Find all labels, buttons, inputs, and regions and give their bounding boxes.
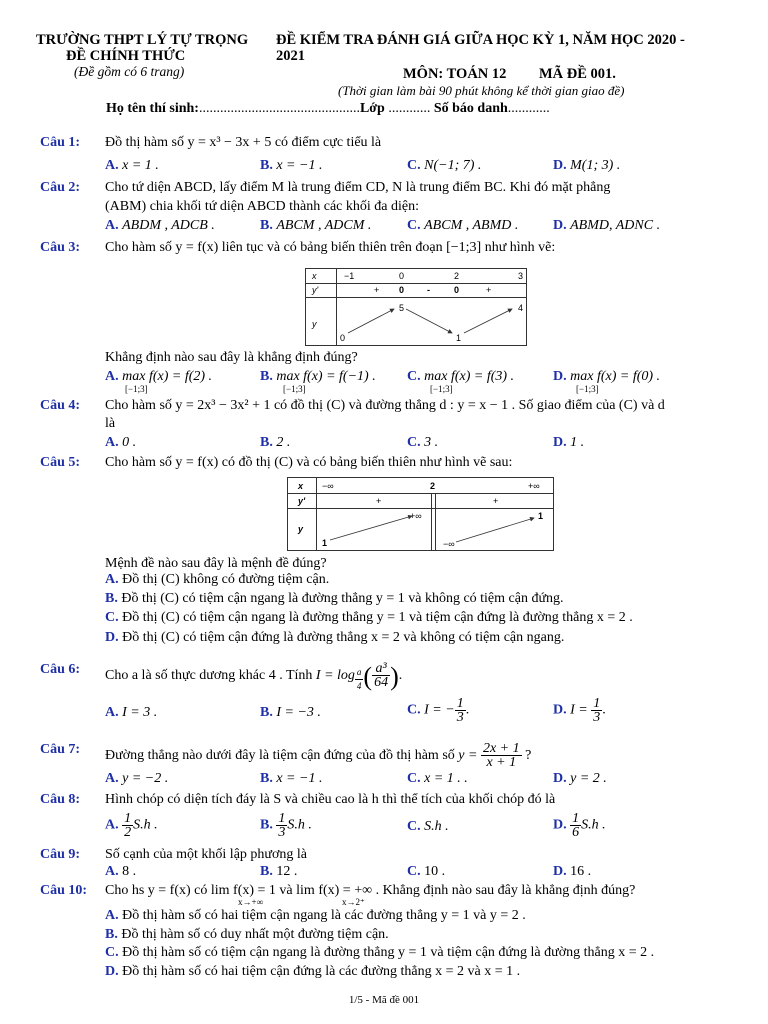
option-c[interactable] (407, 158, 481, 174)
option-letter: D. (553, 864, 567, 879)
question-text: Đồ thị hàm số y = x³ − 3x + 5 có điểm cực tiểu là (105, 135, 382, 150)
y-value: +∞ (410, 511, 422, 521)
y-value: 1 (538, 511, 544, 521)
x-label: x (298, 481, 304, 491)
option-letter: A. (105, 572, 119, 587)
option-letter: A. (105, 705, 119, 720)
x-value: −1 (344, 271, 355, 281)
option-b[interactable] (260, 812, 312, 839)
option-b[interactable] (260, 771, 322, 787)
option-text: S.h . (287, 817, 312, 833)
question-text: Cho hàm số y = 2x³ − 3x² + 1 có đồ thị (C) và đường thẳng d : y = x − 1 . Số giao điểm của (C) và d (105, 398, 665, 413)
question-label: Câu 8: (40, 792, 81, 807)
option-a[interactable] (105, 864, 136, 880)
time-note: (Thời gian làm bài 90 phút không kể thời gian giao đề) (338, 83, 625, 98)
option-d[interactable] (105, 630, 564, 646)
option-d[interactable] (553, 435, 584, 451)
option-text: S.h . (581, 817, 606, 833)
y-value: 1 (322, 538, 328, 548)
question-text-cont: Khẳng định nào sau đây là khẳng định đúng? (105, 350, 358, 365)
option-letter: A. (105, 864, 119, 879)
option-text: y = 2 . (570, 771, 607, 786)
option-letter: C. (407, 158, 421, 173)
option-letter: B. (260, 864, 273, 879)
option-text: 16 . (570, 864, 592, 879)
option-b[interactable] (260, 435, 290, 451)
class-label: Lớp (359, 101, 385, 116)
option-b[interactable] (260, 864, 297, 880)
sign: - (427, 285, 430, 295)
x-value: 2 (454, 271, 460, 281)
sign: + (486, 285, 492, 295)
question-text: Cho hàm số y = f(x) liên tục và có bảng biến thiên trên đoạn [−1;3] như hình vẽ: (105, 240, 556, 255)
page-count: (Đề gồm có 6 trang) (74, 64, 185, 79)
fraction: $\frac{1}{6}$ (572, 811, 580, 840)
max-subscript: [−1;3] (430, 384, 453, 394)
option-text: Đồ thị hàm số có hai tiệm cận đứng là các đường thẳng x = 2 và x = 1 . (122, 964, 521, 979)
option-text: 1 . (570, 435, 585, 450)
question-text-part: Cho a là số thực dương khác 4 . Tính (105, 668, 313, 683)
option-a[interactable] (105, 435, 136, 451)
option-letter: A. (105, 908, 119, 923)
option-letter: C. (407, 864, 421, 879)
option-letter: A. (105, 435, 119, 450)
subject: MÔN: TOÁN 12 (403, 66, 507, 82)
y-value: −∞ (443, 539, 455, 549)
y-value: 4 (518, 303, 524, 313)
option-d[interactable] (553, 812, 606, 839)
log-argument: $\frac{\text{a³}}{64}$ (374, 661, 389, 691)
option-letter: D. (105, 964, 119, 979)
option-a[interactable] (105, 218, 215, 234)
option-d[interactable] (553, 369, 660, 385)
question-label: Câu 10: (40, 883, 88, 898)
option-text: Đồ thị (C) có tiệm cận ngang là đường thẳng y = 1 và không có tiệm cận đứng. (121, 591, 564, 606)
exam-title-year: 2021 (276, 48, 305, 64)
question-text-cont: Mệnh đề nào sau đây là mệnh đề đúng? (105, 556, 327, 571)
option-text: ABCM , ADCM . (276, 218, 372, 233)
option-text: I = − (424, 702, 455, 718)
question-label: Câu 1: (40, 135, 81, 150)
option-text: M(1; 3) . (570, 158, 621, 173)
option-text: x = 1 . . (424, 771, 468, 786)
y-label: y (312, 319, 317, 329)
x-value: +∞ (528, 481, 540, 491)
sign: + (374, 285, 380, 295)
fraction: $\frac{1}{3}$ (593, 696, 601, 725)
option-letter: A. (105, 817, 119, 833)
log-expression: I = log (315, 668, 355, 683)
student-info-line (106, 101, 550, 117)
option-text: ABCM , ABMD . (424, 218, 519, 233)
option-b[interactable] (105, 927, 389, 943)
option-letter: C. (105, 945, 119, 960)
option-text: ABDM , ADCB . (122, 218, 215, 233)
option-letter: B. (260, 705, 273, 720)
question-label: Câu 9: (40, 847, 81, 862)
option-c[interactable] (407, 218, 518, 234)
option-b[interactable] (260, 218, 371, 234)
option-a[interactable] (105, 158, 159, 174)
option-b[interactable] (260, 158, 322, 174)
sign: + (493, 496, 499, 506)
option-text: Đồ thị hàm số có tiệm cận ngang là đường thẳng y = 1 và tiệm cận đứng là đường thẳng x = 2 . (122, 945, 655, 960)
option-text: max f(x) = f(3) . (424, 369, 515, 384)
option-text: Đồ thị hàm số có duy nhất một đường tiệm cận. (121, 927, 389, 942)
option-text: x = −1 . (276, 771, 323, 786)
option-text: I = 3 . (122, 705, 158, 720)
question-text: Cho a là số thực dương khác 4 . Tính I = log $\frac{a}{4}$ ( $\frac{\text{a³}}{64}$ ). (105, 661, 403, 691)
max-subscript: [−1;3] (283, 384, 306, 394)
question-label: Câu 6: (40, 662, 81, 677)
option-d[interactable] (553, 864, 591, 880)
option-text: Đồ thị (C) có tiệm cận ngang là đường thẳng y = 1 và tiệm cận đứng là đường thẳng x = 2 . (122, 610, 633, 625)
fraction: $\frac{1}{3}$ (456, 696, 464, 725)
variation-table (305, 268, 527, 346)
sbd-field[interactable]: ............ (507, 101, 550, 116)
question-label: Câu 7: (40, 742, 81, 757)
x-value: 3 (518, 271, 524, 281)
question-text: Số cạnh của một khối lập phương là (105, 847, 308, 862)
option-text: 2 . (276, 435, 291, 450)
option-letter: C. (105, 610, 119, 625)
option-letter: B. (260, 817, 273, 833)
option-c[interactable] (407, 435, 438, 451)
name-label: Họ tên thí sinh: (106, 101, 199, 116)
option-letter: B. (105, 591, 118, 606)
question-text-cont: (ABM) chia khối tứ diện ABCD thành các khối đa diện: (105, 199, 419, 214)
option-letter: A. (105, 771, 119, 786)
option-a[interactable] (105, 908, 526, 924)
option-letter: D. (553, 369, 567, 384)
option-letter: C. (407, 435, 421, 450)
max-subscript: [−1;3] (125, 384, 148, 394)
option-d[interactable] (553, 218, 660, 234)
option-letter: C. (407, 771, 421, 786)
option-letter: C. (407, 702, 421, 718)
option-text: x = −1 . (276, 158, 323, 173)
option-text: max f(x) = f(0) . (570, 369, 661, 384)
option-letter: D. (553, 218, 567, 233)
option-letter: D. (553, 158, 567, 173)
option-letter: C. (407, 218, 421, 233)
option-a[interactable] (105, 812, 158, 839)
sign: 0 (454, 285, 460, 295)
option-c[interactable] (407, 864, 445, 880)
y-value: 5 (399, 303, 405, 313)
option-text: Đồ thị (C) có tiệm cận đứng là đường thẳng x = 2 và không có tiệm cận ngang. (122, 630, 565, 645)
option-letter: C. (407, 369, 421, 384)
option-text: max f(x) = f(−1) . (276, 369, 376, 384)
exam-title: ĐỀ KIỂM TRA ĐÁNH GIÁ GIỮA HỌC KỲ 1, NĂM HỌC 2020 - (276, 32, 685, 48)
option-letter: D. (105, 630, 119, 645)
option-c[interactable] (407, 819, 449, 835)
option-letter: B. (260, 435, 273, 450)
sign: 0 (399, 285, 405, 295)
option-letter: B. (105, 927, 118, 942)
question-text: Cho tứ diện ABCD, lấy điểm M là trung điểm CD, N là trung điểm BC. Khi đó mặt phẳng (105, 180, 611, 195)
question-label: Câu 3: (40, 240, 81, 255)
option-a[interactable] (105, 572, 329, 588)
option-text: Đồ thị (C) không có đường tiệm cận. (122, 572, 330, 587)
x-value: 0 (399, 271, 405, 281)
option-text: S.h . (424, 819, 449, 834)
sbd-label: Số báo danh (433, 101, 508, 116)
question-text: Đường thẳng nào dưới đây là tiệm cận đứng của đồ thị hàm số y = $\frac{2x + 1}{x + 1}$ ? (105, 741, 532, 770)
option-text: N(−1; 7) . (424, 158, 482, 173)
option-c[interactable] (407, 771, 468, 787)
option-letter: B. (260, 771, 273, 786)
option-text: max f(x) = f(2) . (122, 369, 213, 384)
y-value: 0 (340, 333, 346, 343)
option-c[interactable]: C. I = − $\frac{1}{3}$ . (407, 696, 470, 725)
name-field[interactable]: .............................................. (198, 101, 360, 116)
option-c[interactable] (105, 945, 654, 961)
option-letter: B. (260, 218, 273, 233)
option-letter: B. (260, 158, 273, 173)
yprime-label: y' (298, 496, 306, 506)
option-text: Đồ thị hàm số có hai tiệm cận ngang là các đường thẳng y = 1 và y = 2 . (122, 908, 526, 923)
option-text: 3 . (424, 435, 439, 450)
question-label: Câu 4: (40, 398, 81, 413)
exam-code: MÃ ĐỀ 001. (539, 66, 616, 82)
question-text: Cho hàm số y = f(x) có đồ thị (C) và có bảng biến thiên như hình vẽ sau: (105, 455, 513, 470)
x-label: x (312, 271, 317, 281)
sign: + (376, 496, 382, 506)
option-text: y = −2 . (122, 771, 169, 786)
question-label: Câu 5: (40, 455, 81, 470)
option-letter: D. (553, 702, 567, 718)
option-a[interactable] (105, 369, 212, 385)
limit-subscript: x→2⁺ (342, 897, 365, 907)
log-base: $\frac{a}{4}$ (356, 667, 362, 691)
class-field[interactable]: ............ (388, 101, 431, 116)
option-d[interactable] (553, 771, 607, 787)
max-subscript: [−1;3] (576, 384, 599, 394)
variation-arrows (306, 269, 526, 345)
option-b[interactable] (260, 705, 321, 721)
question-label: Câu 2: (40, 180, 81, 195)
variation-arrows (288, 478, 553, 550)
question-text-cont: là (105, 416, 116, 431)
option-letter: D. (553, 771, 567, 786)
x-value: −∞ (322, 481, 334, 491)
option-text: S.h . (133, 817, 158, 833)
question-text: Cho hs y = f(x) có lim f(x) = 1 và lim f(x) = +∞ . Khẳng định nào sau đây là khẳng định đúng? (105, 883, 636, 898)
option-text: 8 . (122, 864, 137, 879)
option-letter: D. (553, 435, 567, 450)
option-c[interactable] (105, 610, 633, 626)
option-text: 12 . (276, 864, 298, 879)
option-a[interactable] (105, 705, 157, 721)
option-letter: C. (407, 819, 421, 834)
option-text: 10 . (424, 864, 446, 879)
option-d[interactable]: D. I = $\frac{1}{3}$ . (553, 696, 606, 725)
y-label: y (298, 524, 304, 534)
y-value: 1 (456, 333, 462, 343)
option-d[interactable] (553, 158, 620, 174)
option-text: I = −3 . (276, 705, 321, 720)
option-letter: A. (105, 369, 119, 384)
option-letter: A. (105, 218, 119, 233)
option-text: I = (570, 702, 592, 718)
option-letter: B. (260, 369, 273, 384)
option-d[interactable] (105, 964, 520, 980)
option-text: 0 . (122, 435, 137, 450)
option-c[interactable] (407, 369, 514, 385)
page-footer: 1/5 - Mã đề 001 (348, 994, 420, 1006)
fraction: $\frac{1}{3}$ (278, 811, 286, 840)
variation-table (287, 477, 554, 551)
option-text: x = 1 . (122, 158, 159, 173)
limit-subscript: x→+∞ (238, 897, 263, 907)
option-b[interactable] (260, 369, 376, 385)
official-label: ĐỀ CHÍNH THỨC (66, 48, 186, 64)
option-a[interactable] (105, 771, 168, 787)
option-letter: A. (105, 158, 119, 173)
option-letter: D. (553, 817, 567, 833)
school-name: TRƯỜNG THPT LÝ TỰ TRỌNG (36, 32, 249, 48)
option-b[interactable] (105, 591, 564, 607)
question-text: Hình chóp có diện tích đáy là S và chiều cao là h thì thể tích của khối chóp đó là (105, 792, 556, 807)
option-text: ABMD, ADNC . (570, 218, 661, 233)
fraction: $\frac{1}{2}$ (124, 811, 132, 840)
x-value: 2 (430, 481, 436, 491)
function-fraction: $\frac{2x + 1}{x + 1}$ (482, 741, 520, 770)
yprime-label: y' (312, 285, 319, 295)
